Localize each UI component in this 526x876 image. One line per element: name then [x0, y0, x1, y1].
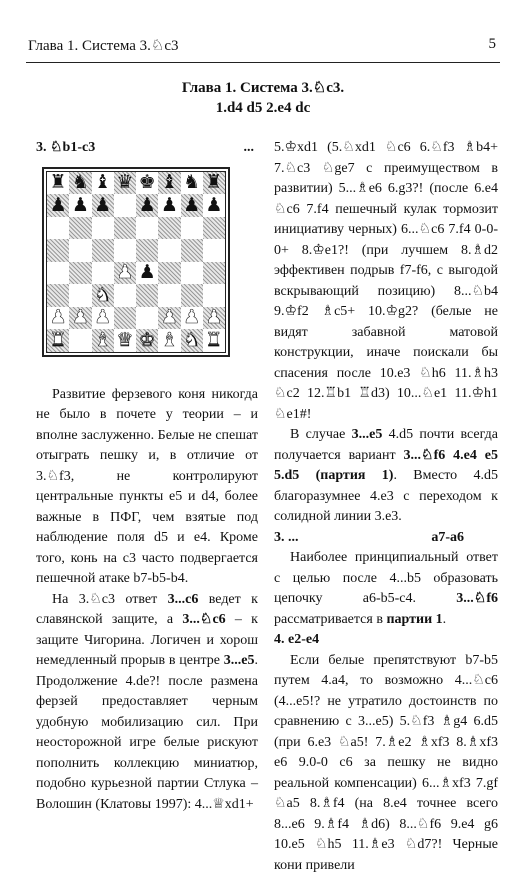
white-pawn-icon: ♟	[72, 308, 89, 327]
text-run: ведет к славянской защите, а	[36, 592, 258, 628]
board-square	[47, 284, 69, 307]
header-rule	[26, 62, 500, 63]
black-pawn-icon: ♟	[161, 196, 178, 215]
black-rook-icon: ♜	[205, 173, 222, 192]
board-square	[136, 194, 158, 217]
board-square	[136, 329, 158, 352]
board-square	[203, 329, 225, 352]
board-square	[114, 262, 136, 285]
board-square	[92, 172, 114, 195]
move-text: 3. ...	[274, 528, 299, 549]
board-square	[47, 307, 69, 330]
black-pawn-icon: ♟	[94, 196, 111, 215]
board-square	[181, 262, 203, 285]
board-square	[114, 217, 136, 240]
black-pawn-icon: ♟	[50, 196, 67, 215]
board-square	[181, 217, 203, 240]
text-run: Наиболее принципиальный ответ с целью после 4...b5 образовать цепочку a6-b5-c4.	[274, 550, 498, 606]
left-column	[36, 138, 258, 815]
paragraph-intro: Развитие ферзевого коня никогда не было в почете у теории – и вполне заслуженно. Белые не спешат отыграть пешку и, в отличие от 3.♘f3, не контролируют центральные пункты e5 и d4, более важные в ПФГ, чем взятые под наблюдение поля d5 и e4. Кроме того, конь на c3 часто подвергается пешечной атаке b7-b5-b4.	[36, 385, 258, 590]
move-reply: ...	[244, 138, 255, 159]
board-square	[158, 329, 180, 352]
board-square	[69, 217, 91, 240]
board-square	[114, 329, 136, 352]
text-run: рассматривается в	[274, 612, 386, 627]
white-knight-icon: ♞	[183, 331, 200, 350]
board-square	[47, 217, 69, 240]
board-square	[181, 284, 203, 307]
bold-move: 3...e5	[352, 427, 383, 442]
running-head	[28, 36, 496, 58]
white-pawn-icon: ♟	[116, 263, 133, 282]
board-square	[158, 194, 180, 217]
board-square	[181, 329, 203, 352]
board-square	[203, 284, 225, 307]
black-queen-icon: ♛	[116, 173, 133, 192]
board-square	[203, 194, 225, 217]
paragraph-replies	[36, 590, 258, 816]
text-run: На 3.♘c3 ответ	[52, 592, 168, 607]
board-square	[158, 217, 180, 240]
board-square	[136, 307, 158, 330]
board-square	[181, 194, 203, 217]
bold-move: 3...e5	[224, 653, 255, 668]
white-pawn-icon: ♟	[205, 308, 222, 327]
board-square	[158, 284, 180, 307]
chapter-heading	[0, 78, 526, 118]
board-square	[69, 307, 91, 330]
paragraph-3e5	[274, 425, 498, 528]
board-square	[92, 284, 114, 307]
black-king-icon: ♚	[139, 173, 156, 192]
board-square	[69, 284, 91, 307]
white-bishop-icon: ♝	[161, 331, 178, 350]
white-bishop-icon: ♝	[94, 331, 111, 350]
board-square	[114, 172, 136, 195]
text-run: .	[443, 612, 447, 627]
board-square	[203, 217, 225, 240]
black-knight-icon: ♞	[183, 173, 200, 192]
white-pawn-icon: ♟	[183, 308, 200, 327]
bold-move: 3...c6	[168, 592, 199, 607]
chess-board	[46, 171, 226, 353]
board-square	[69, 194, 91, 217]
chapter-title: Глава 1. Система 3.♘c3.	[0, 78, 526, 98]
bold-move: 3...♘f6 4.e4 e5 5.d5 (партия 1)	[274, 448, 498, 484]
board-square	[203, 239, 225, 262]
board-square	[136, 262, 158, 285]
black-rook-icon: ♜	[50, 173, 67, 192]
chess-diagram	[42, 167, 230, 357]
black-bishop-icon: ♝	[94, 173, 111, 192]
white-pawn-icon: ♟	[50, 308, 67, 327]
text-run: – к защите Чигорина. Логичен и хорош немедленный прорыв в центре	[36, 612, 258, 668]
board-square	[47, 329, 69, 352]
board-square	[158, 307, 180, 330]
move-text: 3. ♘b1-c3	[36, 138, 95, 159]
black-pawn-icon: ♟	[183, 196, 200, 215]
board-square	[136, 217, 158, 240]
board-square	[114, 284, 136, 307]
board-square	[203, 262, 225, 285]
running-chapter-title: Глава 1. Система 3.♘c3	[28, 36, 179, 58]
board-square	[181, 307, 203, 330]
black-pawn-icon: ♟	[205, 196, 222, 215]
bold-move: 3...♘f6	[456, 591, 498, 606]
board-square	[181, 172, 203, 195]
paragraph-a4: Если белые препятствуют b7-b5 путем 4.a4, то возможно 4...♘c6 (4...e5!? не утратило достоинств по сравнению с 3...e5) 5.♘f3 ♗g4 6.d5 (при 6.e3 ♘a5! 7.♗e2 ♗xf3 8.♗xf3 e6 9.0-0 c6 за пешку не видно реальной компенсации) 6...♗xf3 7.gf ♘a5 8.♗f4 (на 8.e4 точнее всего 8...e6 9.♗f4 ♗d6) 8...♘f6 9.e4 g6 10.e5 ♘h5 11.♗e3 ♘d7?! Черные кони привели	[274, 651, 498, 876]
white-king-icon: ♚	[139, 331, 156, 350]
black-pawn-icon: ♟	[139, 263, 156, 282]
paragraph-principal	[274, 548, 498, 630]
board-square	[69, 329, 91, 352]
white-rook-icon: ♜	[50, 331, 67, 350]
move-text: 4. e2-e4	[274, 630, 319, 651]
board-square	[69, 172, 91, 195]
board-square	[92, 194, 114, 217]
black-bishop-icon: ♝	[161, 173, 178, 192]
text-run: В случае	[290, 427, 352, 442]
board-square	[181, 239, 203, 262]
move-header-4	[274, 630, 498, 651]
board-square	[158, 262, 180, 285]
board-square	[114, 307, 136, 330]
black-pawn-icon: ♟	[72, 196, 89, 215]
page-number: 5	[489, 36, 497, 58]
bold-move: 3...♘c6	[182, 612, 225, 627]
board-square	[158, 172, 180, 195]
move-header-3	[36, 138, 258, 159]
board-square	[92, 307, 114, 330]
text-run: . Вместо 4.d5 благоразумнее 4.e3 с переходом к солидной линии 3.e3.	[274, 468, 498, 524]
board-square	[136, 239, 158, 262]
board-square	[69, 239, 91, 262]
board-square	[47, 262, 69, 285]
board-square	[92, 329, 114, 352]
board-square	[47, 194, 69, 217]
white-knight-icon: ♞	[94, 286, 111, 305]
board-square	[114, 194, 136, 217]
black-pawn-icon: ♟	[139, 196, 156, 215]
right-column	[274, 138, 498, 876]
board-square	[92, 239, 114, 262]
board-square	[136, 284, 158, 307]
bold-ref: партии 1	[386, 612, 442, 627]
board-square	[203, 172, 225, 195]
chapter-moves: 1.d4 d5 2.e4 dc	[0, 98, 526, 118]
board-square	[47, 172, 69, 195]
paragraph-game-line: 5.♔xd1 (5.♘xd1 ♘c6 6.♘f3 ♗b4+ 7.♘c3 ♘ge7 с преимуществом в развитии) 5...♗e6 6.g3?! (после 6.e4 ♘c6 7.f4 пешечный кулак тормозит инициативу черных) 6...♘c6 7.f4 0-0-0+ 8.♔e1?! (при лучшем 8.♗d2 эффективен подрыв f7-f6, с выгодой вскрывающий позицию) 8...♘b4 9.♔f2 ♗c5+ 10.♔g2? (белые не видят забавной матовой конструкции, иначе поискали бы спасения после 10.e3 ♘h6 11.♗h3 ♘c2 12.♖b1 ♖d3) 10...♘e1 11.♔h1 ♘e1#!	[274, 138, 498, 425]
move-reply: a7-a6	[431, 528, 464, 549]
board-square	[92, 217, 114, 240]
white-pawn-icon: ♟	[94, 308, 111, 327]
white-rook-icon: ♜	[205, 331, 222, 350]
board-square	[158, 239, 180, 262]
black-knight-icon: ♞	[72, 173, 89, 192]
board-square	[47, 239, 69, 262]
board-square	[136, 172, 158, 195]
board-square	[69, 262, 91, 285]
text-run: . Продолжение 4.de?! после размена ферзей предоставляет черным удобную мобилизацию сил. При неосторожной игре белые рискуют пополнить коллекцию миниатюр, подобно курьезной партии Стлука – Волошин (Клатовы 1997): 4...♕xd1+	[36, 653, 258, 812]
white-queen-icon: ♛	[116, 331, 133, 350]
move-header-3-a6	[274, 528, 498, 549]
white-pawn-icon: ♟	[161, 308, 178, 327]
board-square	[114, 239, 136, 262]
board-square	[203, 307, 225, 330]
board-square	[92, 262, 114, 285]
text-run: 4.d5 почти всегда получается вариант	[274, 427, 498, 463]
